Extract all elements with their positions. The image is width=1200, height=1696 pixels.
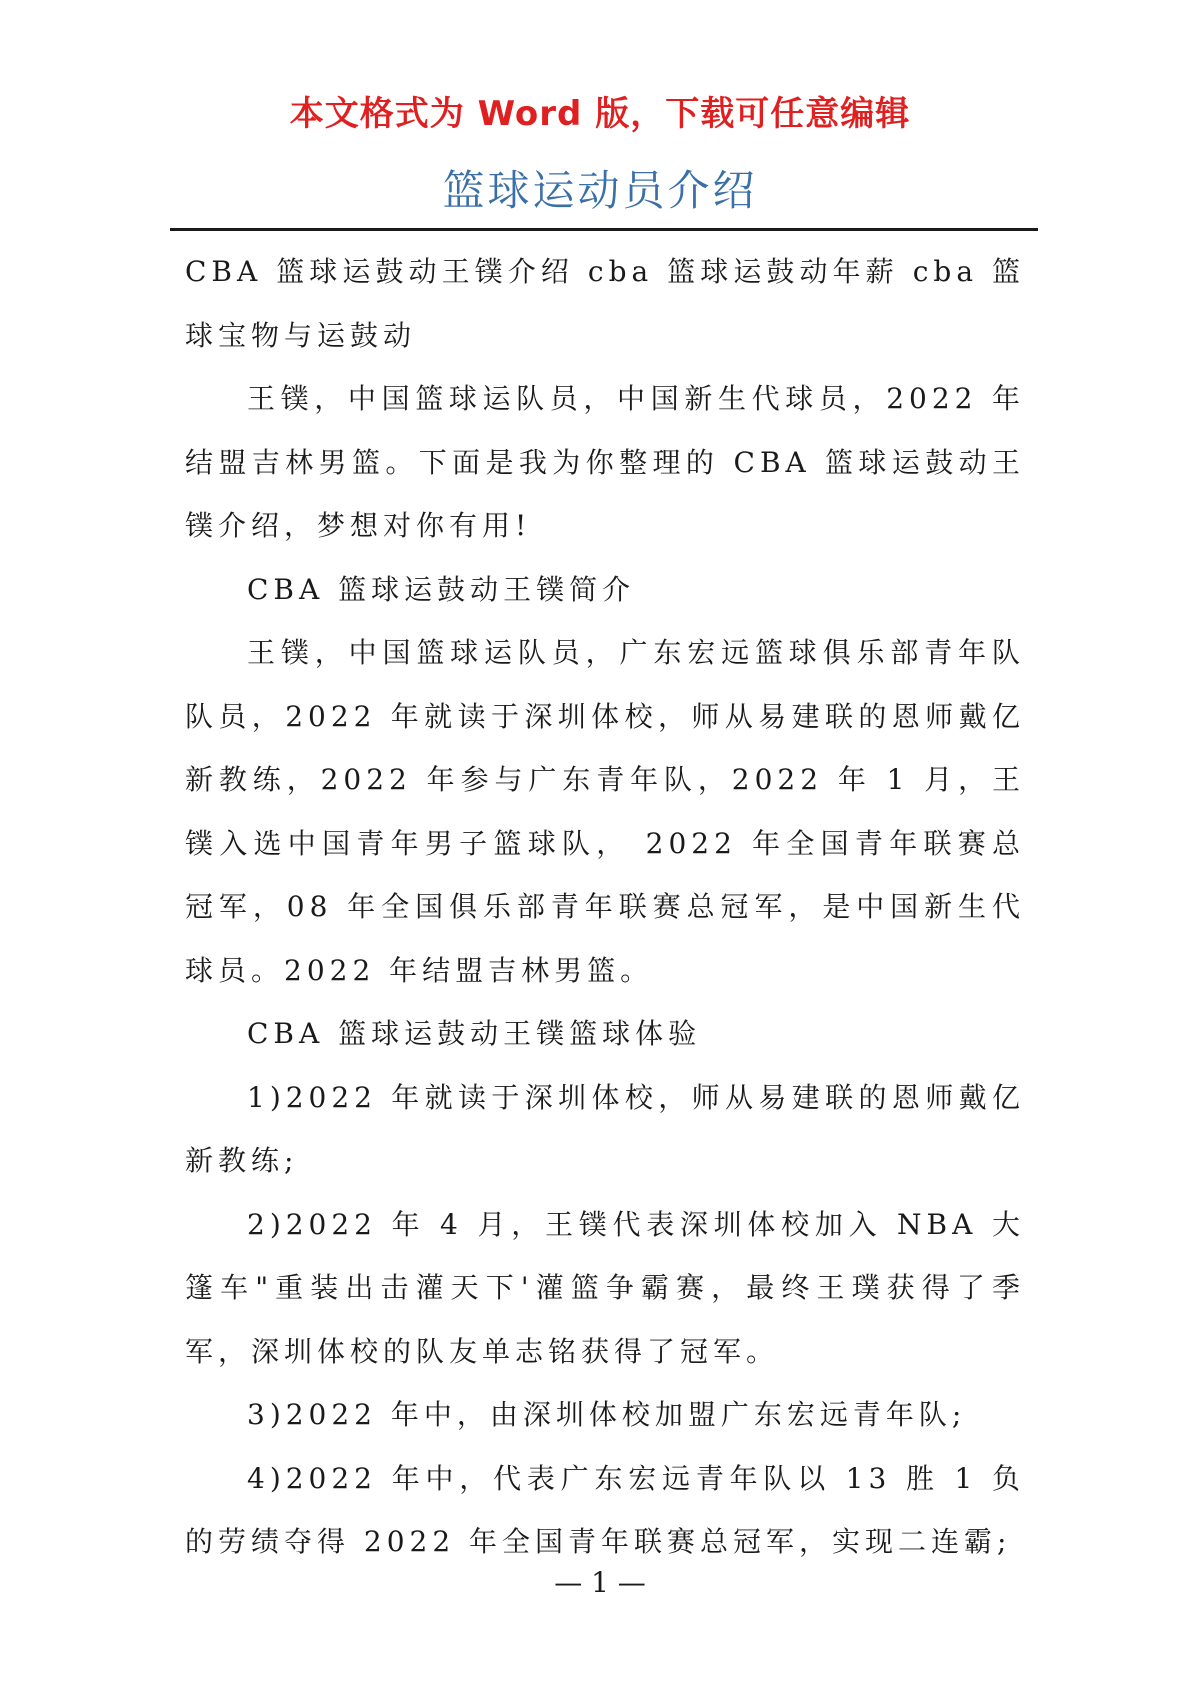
list-item-3: 3)2022 年中，由深圳体校加盟广东宏远青年队; (247, 1398, 967, 1431)
page-number: — 1 — (554, 1566, 646, 1599)
list-item-1: 1)2022 年就读于深圳体校，师从易建联的恩师戴亿新教练; (185, 1080, 1025, 1177)
paragraph-1: CBA 篮球运鼓动王镤介绍 cba 篮球运鼓动年薪 cba 篮球宝物与运鼓动 (185, 255, 1025, 352)
list-item-2: 2)2022 年 4 月，王镤代表深圳体校加入 NBA 大篷车"重装出击灌天下'灌篮争霸赛，最终王璞获得了季军，深圳体校的队友单志铭获得了冠军。 (185, 1207, 1025, 1368)
list-item-4: 4)2022 年中，代表广东宏远青年队以 13 胜 1 负的劳绩夺得 2022 年全国青年联赛总冠军，实现二连霸; (185, 1461, 1025, 1558)
section-heading-experience: CBA 篮球运鼓动王镤篮球体验 (247, 1017, 702, 1050)
paragraph-4: 王镤，中国篮球运队员，广东宏远篮球俱乐部青年队队员，2022 年就读于深圳体校，师从易建联的恩师戴亿新教练，2022 年参与广东青年队，2022 年 1 月，王镤入选中国青年男子篮球队， 2022 年全国青年联赛总冠军，08 年全国俱乐部青年联赛总冠军，是中国新生代球员。2022 年结盟吉林男篮。 (185, 636, 1025, 987)
paragraph-2: 王镤，中国篮球运队员，中国新生代球员，2022 年结盟吉林男篮。下面是我为你整理的 CBA 篮球运鼓动王镤介绍，梦想对你有用! (185, 382, 1025, 542)
section-heading-intro: CBA 篮球运鼓动王镤简介 (247, 572, 636, 606)
title-divider (170, 228, 1038, 231)
word-format-banner: 本文格式为 Word 版，下载可任意编辑 (289, 94, 911, 134)
document-title: 篮球运动员介绍 (442, 166, 758, 215)
document-body (185, 240, 1025, 1574)
